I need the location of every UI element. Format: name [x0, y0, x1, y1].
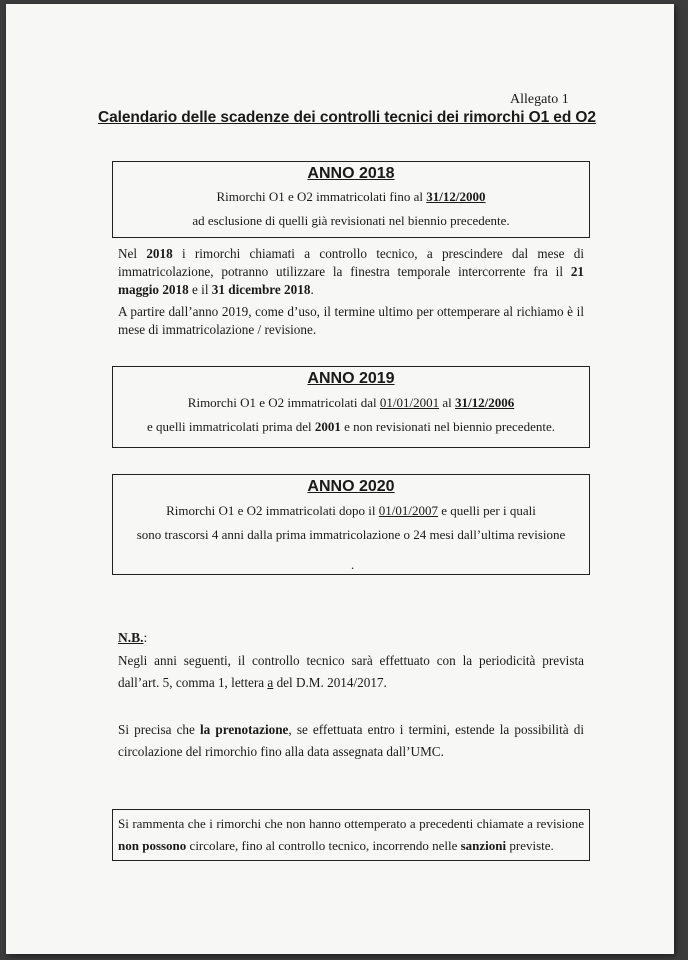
box-2019-line1: Rimorchi O1 e O2 immatricolati dal 01/01/2001 al 31/12/2006 [187, 395, 515, 410]
year-heading-2018: ANNO 2018 [307, 165, 395, 182]
box-2019-line2: e quelli immatricolati prima del 2001 e non revisionati nel biennio precedente. [147, 419, 555, 434]
document-title: Calendario delle scadenze dei controlli tecnici dei rimorchi O1 ed O2 [98, 109, 596, 126]
box-2018-line2: ad esclusione di quelli già revisionati nel biennio precedente. [192, 213, 510, 228]
date-31-12-2000: 31/12/2000 [426, 189, 486, 204]
box-2020-line1: Rimorchi O1 e O2 immatricolati dopo il 01/01/2007 e quelli per i quali [166, 503, 536, 518]
date-01-01-2007: 01/01/2007 [378, 503, 439, 518]
paragraph-2018: Nel 2018 i rimorchi chiamati a controllo tecnico, a prescindere dal mese di immatricolazione, potranno utilizzare la finestra temporale intercorrente fra il 21 maggio 2018 e il 31 dicembre 2018. [118, 246, 584, 297]
year-heading-2020: ANNO 2020 [307, 478, 395, 495]
year-heading-2019: ANNO 2019 [307, 370, 395, 387]
date-01-01-2001: 01/01/2001 [379, 395, 440, 410]
date-31-12-2006: 31/12/2006 [454, 395, 515, 410]
nb-label: N.B.: [118, 630, 148, 645]
stray-dot: . [351, 557, 355, 572]
box-2020-line2: sono trascorsi 4 anni dalla prima immatricolazione o 24 mesi dall’ultima revisione [136, 527, 566, 542]
nb-paragraph-2: Si precisa che la prenotazione, se effettuata entro i termini, estende la possibilità di circolazione del rimorchio fino alla data assegnata dall’UMC. [118, 722, 584, 759]
nb-paragraph-1: Negli anni seguenti, il controllo tecnico sarà effettuato con la periodicità prevista dall’art. 5, comma 1, lettera a del D.M. 2014/2017. [118, 653, 584, 690]
document-page [6, 4, 674, 954]
box-2018-line1: Rimorchi O1 e O2 immatricolati fino al 31/12/2000 [216, 189, 486, 204]
box-2019 [112, 366, 590, 448]
paragraph-2019-intro: A partire dall’anno 2019, come d’uso, il termine ultimo per ottemperare al richiamo è il mese di immatricolazione / revisione. [118, 304, 584, 337]
annex-label: Allegato 1 [510, 92, 569, 107]
box-2018 [112, 161, 590, 238]
reminder-box: Si rammenta che i rimorchi che non hanno ottemperato a precedenti chiamate a revisione non possono circolare, fino al controllo tecnico, incorrendo nelle sanzioni previste. [112, 809, 590, 861]
